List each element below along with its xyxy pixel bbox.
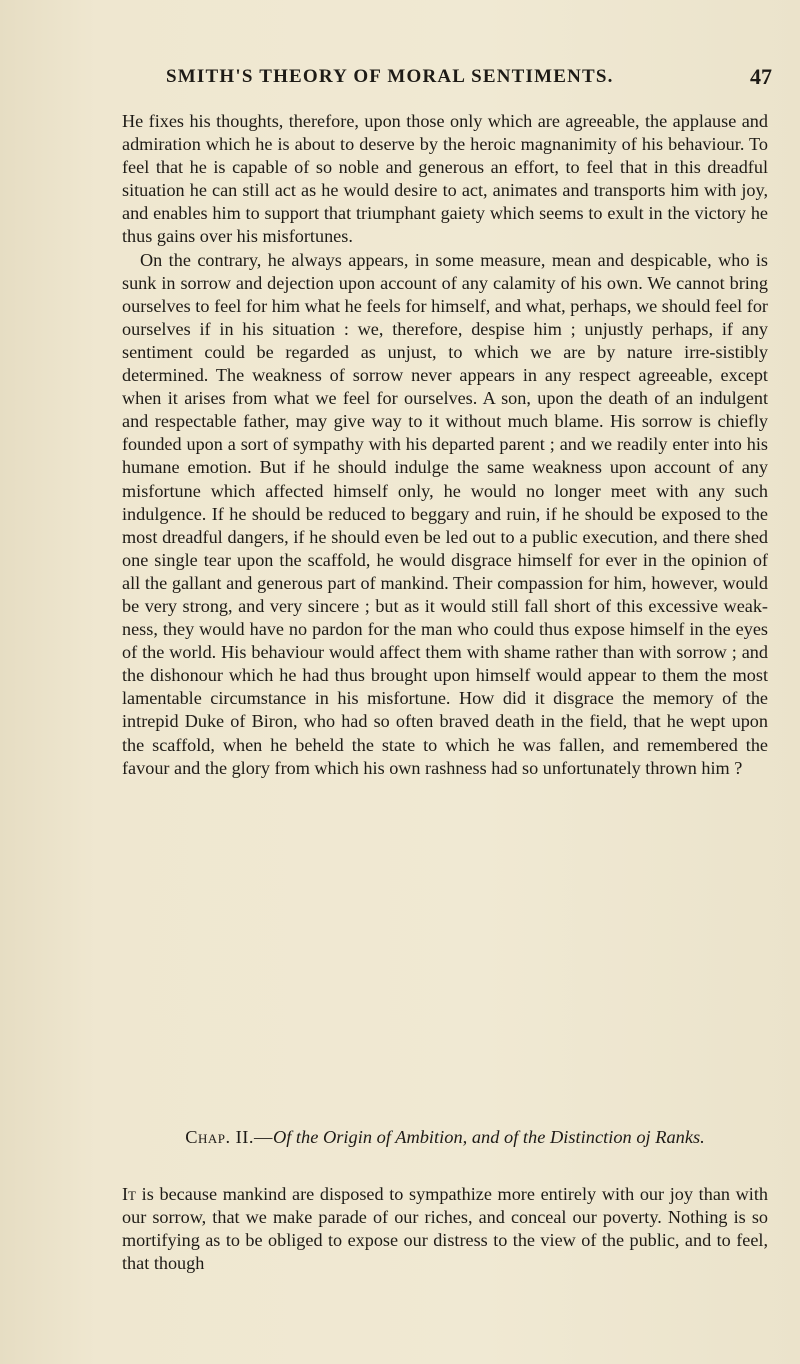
- chapter-paragraph: [122, 1183, 768, 1275]
- body-text: [122, 110, 768, 780]
- chapter-label: Chap. II.—: [185, 1127, 273, 1147]
- chapter-body: [122, 1183, 768, 1275]
- paragraph-2: On the contrary, he always appears, in some measure, mean and despicable, who is sunk in sorrow and dejection upon account of any calamity of his own. We cannot bring ourselves to feel for him what he feels for himself, and what, perhaps, we should feel for ourselves if in his situation : we, therefore, despise him ; unjustly perhaps, if any sentiment could be regarded as unjust, to which we are by nature irre-sistibly determined. The weakness of sorrow never appears in any respect agreeable, except when it arises from what we feel for ourselves. A son, upon the death of an indulgent and respectable father, may give way to it without much blame. His sorrow is chiefly founded upon a sort of sympathy with his departed parent ; and we readily enter into his humane emotion. But if he should indulge the same weakness upon account of any misfortune which affected himself only, he would no longer meet with any such indulgence. If he should be reduced to beggary and ruin, if he should be exposed to the most dreadful dangers, if he should even be led out to a public execution, and there shed one single tear upon the scaffold, he would disgrace himself for ever in the opinion of all the gallant and generous part of mankind. Their compassion for him, however, would be very strong, and very sincere ; but as it would still fall short of this excessive weak-ness, they would have no pardon for the man who could thus expose himself in the eyes of the world. His behaviour would affect them with shame rather than with sorrow ; and the dishonour which he had thus brought upon himself would appear to them the most lamentable circumstance in his misfortune. How did it disgrace the memory of the intrepid Duke of Biron, who had so often braved death in the field, that he wept upon the scaffold, when he beheld the state to which he was fallen, and remembered the favour and the glory from which his own rashness had so unfortunately thrown him ?: [122, 249, 768, 778]
- running-head: [112, 66, 772, 96]
- page-number: 47: [750, 64, 772, 89]
- chapter-heading: [122, 1126, 768, 1149]
- chapter-first-word: It: [122, 1184, 136, 1204]
- running-title: SMITH'S THEORY OF MORAL SENTIMENTS.: [166, 66, 614, 87]
- paragraph-1: He fixes his thoughts, therefore, upon those only which are agreeable, the applause and admiration which he is about to deserve by the heroic magnanimity of his behaviour. To feel that he is capable of so noble and generous an effort, to feel that in this dreadful situation he can still act as he would desire to act, animates and transports him with joy, and enables him to support that triumphant gaiety which seems to exult in the victory he thus gains over his misfortunes.: [122, 111, 768, 247]
- chapter-paragraph-text: is because mankind are disposed to sympathize more entirely with our joy than with our sorrow, that we make parade of our riches, and conceal our poverty. Nothing is so mortifying as to be obliged to expose our distress to the view of the public, and to feel, that though: [122, 1184, 768, 1274]
- chapter-title: Of the Origin of Ambition, and of the Distinction oj Ranks.: [272, 1127, 705, 1147]
